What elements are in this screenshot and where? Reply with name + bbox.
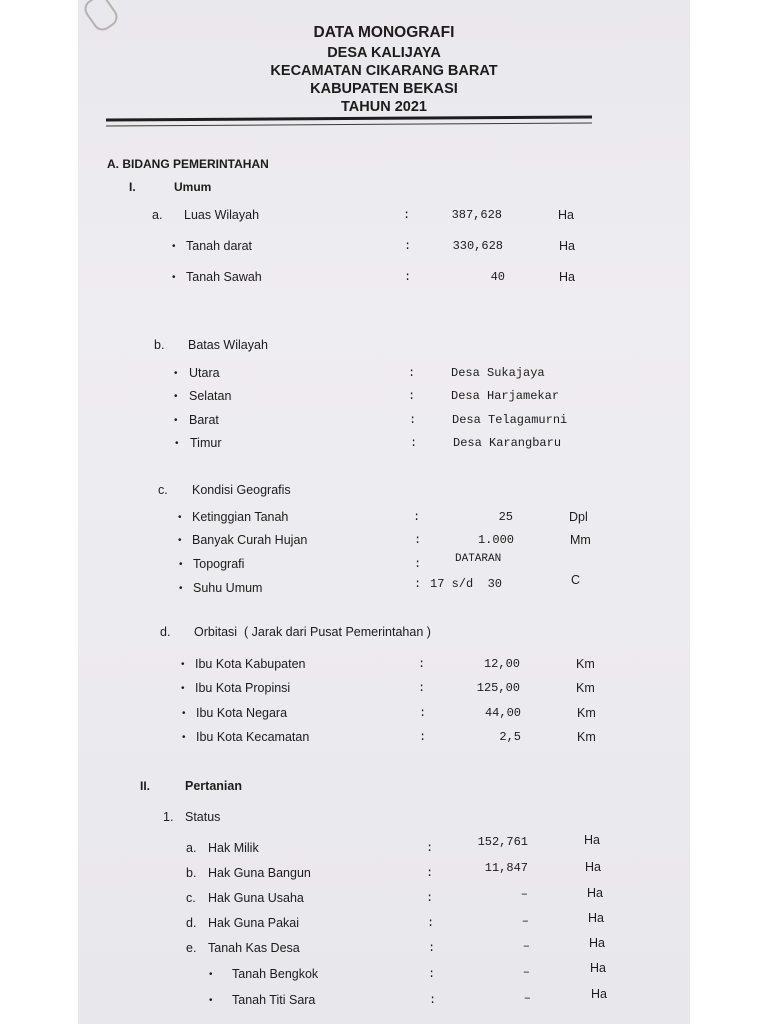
section-label: A. BIDANG PEMERINTAHAN (107, 157, 269, 171)
list-item (78, 436, 690, 456)
list-item (78, 936, 690, 961)
item-label: Tanah Kas Desa (208, 941, 300, 955)
item-label: Status (185, 810, 221, 824)
item-label: Tanah Sawah (186, 270, 262, 284)
district-title: KECAMATAN CIKARANG BARAT (270, 63, 498, 79)
item-value: Desa Harjamekar (451, 389, 560, 403)
list-item (78, 961, 690, 987)
item-letter: a. (152, 208, 163, 222)
item-label: Ibu Kota Negara (196, 706, 288, 720)
list-item (78, 483, 690, 503)
item-label: Tanah darat (186, 239, 253, 253)
item-value: – (522, 939, 530, 953)
bullet: • (179, 559, 183, 570)
item-unit: Ha (558, 208, 574, 222)
list-item (78, 338, 690, 358)
bullet: • (181, 659, 185, 670)
item-label: Hak Milik (208, 841, 259, 855)
bullet: • (182, 732, 186, 743)
list-item (78, 208, 690, 228)
item-letter: d. (160, 625, 171, 639)
colon: : (426, 866, 434, 880)
list-item (78, 573, 690, 601)
list-item (78, 730, 690, 750)
item-unit: Ha (587, 886, 603, 900)
bullet: • (209, 969, 213, 980)
item-value: – (520, 887, 528, 901)
item-value: 12,00 (483, 657, 520, 671)
regency-title: KABUPATEN BEKASI (310, 81, 458, 97)
colon: : (414, 533, 422, 547)
list-item (78, 810, 690, 830)
item-value: Desa Sukajaya (451, 366, 545, 380)
item-letter: d. (186, 916, 197, 930)
item-value: – (522, 965, 530, 979)
bullet: • (182, 708, 186, 719)
list-item (78, 270, 690, 290)
header-rule-thin (106, 123, 592, 127)
list-item (78, 625, 690, 645)
year-title: TAHUN 2021 (341, 99, 427, 115)
list-item (78, 657, 690, 677)
item-unit: Dpl (569, 510, 588, 524)
colon: : (414, 557, 422, 571)
item-letter: e. (186, 941, 197, 955)
section-heading-2 (78, 779, 690, 799)
item-value: 44,00 (484, 706, 521, 720)
item-label: Orbitasi ( Jarak dari Pusat Pemerintahan ) (194, 625, 431, 639)
bullet: • (175, 438, 179, 449)
item-label: Timur (190, 436, 222, 450)
document-page (78, 0, 690, 1024)
list-item (78, 911, 690, 936)
item-value: 152,761 (477, 835, 528, 849)
item-unit: Ha (590, 961, 606, 975)
item-label: Banyak Curah Hujan (192, 533, 308, 547)
item-value: 25 (498, 510, 513, 524)
list-item (78, 553, 690, 577)
item-unit: Ha (559, 239, 575, 253)
item-number: 1. (163, 810, 174, 824)
item-label: Kondisi Geografis (192, 483, 291, 497)
item-label: Utara (189, 366, 220, 380)
list-item (78, 366, 690, 386)
list-item (78, 239, 690, 259)
colon: : (418, 657, 426, 671)
colon: : (419, 706, 427, 720)
item-label: Hak Guna Pakai (208, 916, 300, 930)
item-letter: c. (158, 483, 168, 497)
item-value: 1.000 (477, 533, 514, 547)
section-heading-a (78, 157, 690, 177)
item-label: Tanah Bengkok (232, 967, 319, 981)
bullet: • (172, 272, 176, 283)
colon: : (426, 891, 434, 905)
item-unit: Km (576, 657, 595, 671)
colon: : (414, 577, 422, 591)
item-value: 17 s/d 30 (430, 577, 503, 591)
list-item (78, 389, 690, 409)
colon: : (404, 270, 412, 284)
colon: : (426, 841, 434, 855)
item-label: Luas Wilayah (184, 208, 260, 222)
colon: : (404, 239, 412, 253)
item-value: 125,00 (476, 681, 520, 695)
colon: : (427, 916, 435, 930)
item-value: Desa Telagamurni (452, 413, 568, 427)
item-value: – (523, 991, 531, 1005)
item-label: Ibu Kota Propinsi (195, 681, 291, 695)
bullet: • (174, 391, 178, 402)
document-title: DATA MONOGRAFI (313, 24, 455, 41)
bullet: • (179, 583, 183, 594)
section-label: Pertanian (185, 779, 242, 793)
item-label: Barat (189, 413, 219, 427)
item-letter: b. (186, 866, 197, 880)
section-numeral: I. (129, 180, 136, 194)
bullet: • (209, 995, 213, 1006)
colon: : (418, 681, 426, 695)
item-unit: C (571, 573, 581, 587)
item-label: Ibu Kota Kabupaten (195, 657, 306, 671)
item-label: Selatan (189, 389, 232, 403)
list-item (78, 706, 690, 726)
colon: : (410, 436, 418, 450)
item-unit: Ha (559, 270, 575, 284)
bullet: • (174, 368, 178, 379)
item-label: Ibu Kota Kecamatan (196, 730, 310, 744)
bullet: • (181, 683, 185, 694)
item-label: Hak Guna Bangun (208, 866, 311, 880)
item-value: 11,847 (484, 861, 528, 875)
bullet: • (178, 512, 182, 523)
item-unit: Km (577, 706, 596, 720)
item-value: 40 (490, 270, 505, 284)
item-letter: a. (186, 841, 197, 855)
item-label: Topografi (193, 557, 245, 571)
item-value: 2,5 (499, 730, 521, 744)
bullet: • (178, 535, 182, 546)
item-letter: b. (154, 338, 165, 352)
item-unit: Km (577, 730, 596, 744)
item-unit: Ha (591, 987, 607, 1001)
item-label: Suhu Umum (193, 581, 263, 595)
list-item (78, 987, 690, 1013)
bullet: • (172, 241, 176, 252)
list-item (78, 413, 690, 433)
section-heading-1 (78, 180, 690, 200)
header-rule (106, 116, 592, 122)
colon: : (408, 366, 416, 380)
colon: : (429, 993, 437, 1007)
item-value: 330,628 (452, 239, 503, 253)
colon: : (403, 208, 411, 222)
list-item (78, 860, 690, 886)
item-label: Ketinggian Tanah (192, 510, 289, 524)
colon: : (409, 413, 417, 427)
item-value: DATARAN (455, 553, 502, 565)
item-unit: Km (576, 681, 595, 695)
list-item (78, 533, 690, 553)
item-unit: Mm (570, 533, 591, 547)
list-item (78, 833, 690, 861)
section-label: Umum (174, 180, 212, 194)
item-unit: Ha (585, 860, 601, 874)
item-value: 387,628 (451, 208, 502, 222)
item-unit: Ha (588, 911, 604, 925)
colon: : (413, 510, 421, 524)
colon: : (428, 941, 436, 955)
item-value: Desa Karangbaru (453, 436, 562, 450)
colon: : (419, 730, 427, 744)
list-item (78, 681, 690, 701)
item-label: Batas Wilayah (188, 338, 268, 352)
colon: : (428, 967, 436, 981)
list-item (78, 886, 690, 911)
item-value: – (521, 914, 529, 928)
colon: : (408, 389, 416, 403)
bullet: • (174, 415, 178, 426)
list-item (78, 510, 690, 530)
item-label: Hak Guna Usaha (208, 891, 304, 905)
section-numeral: II. (140, 779, 151, 793)
item-unit: Ha (589, 936, 605, 950)
item-letter: c. (186, 891, 196, 905)
item-label: Tanah Titi Sara (232, 993, 316, 1007)
item-unit: Ha (584, 833, 600, 847)
village-title: DESA KALIJAYA (327, 45, 441, 61)
